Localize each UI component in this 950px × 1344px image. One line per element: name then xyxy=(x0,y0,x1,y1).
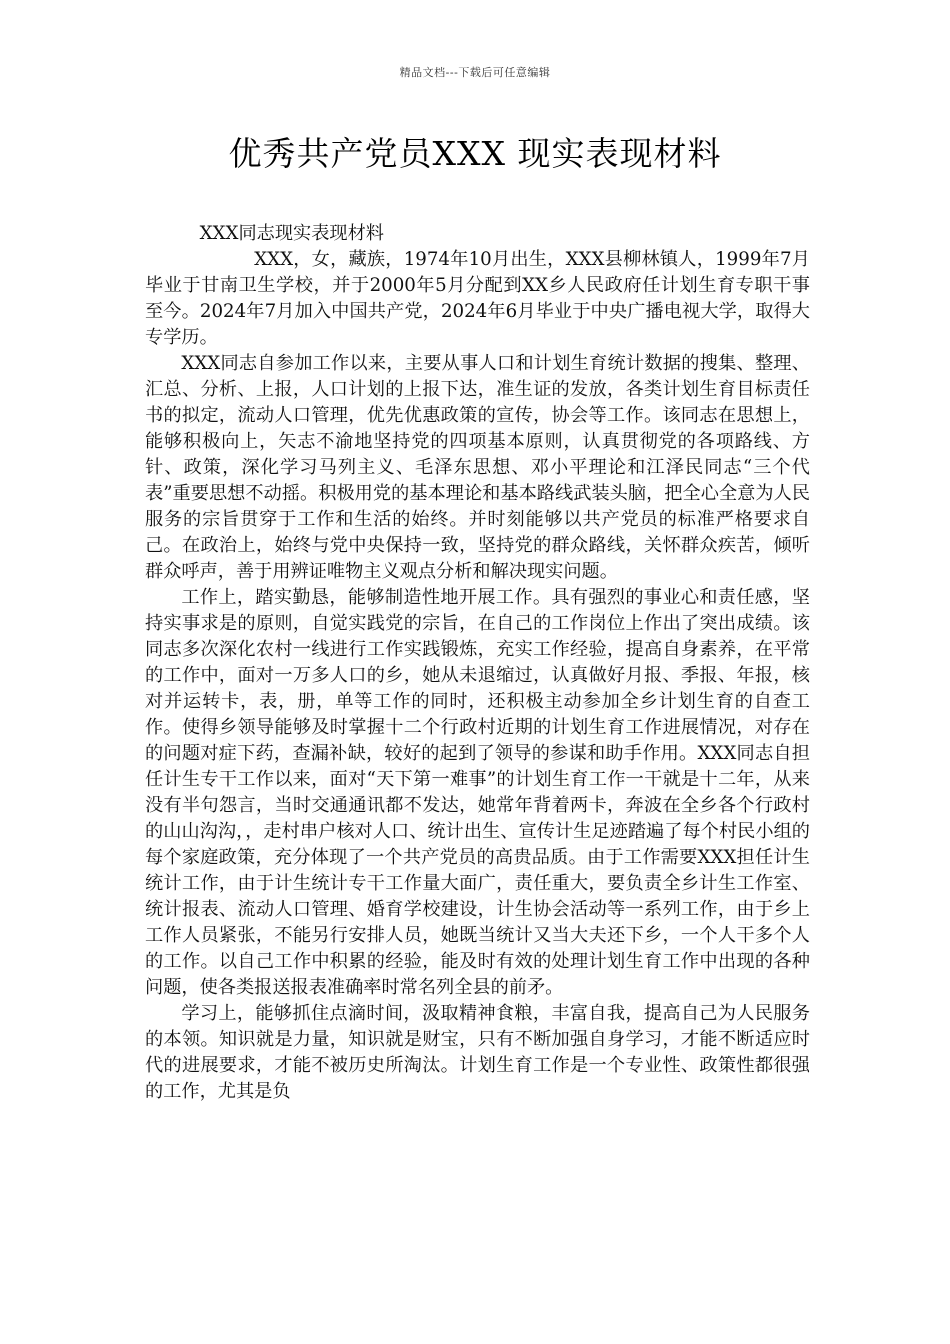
document-body xyxy=(145,221,810,1105)
document-title: 优秀共产党员XXX 现实表现材料 xyxy=(228,134,722,173)
paragraph-bio: XXX，女，藏族，1974年10月出生，XXX县柳林镇人，1999年7月毕业于甘南卫生学校，并于2000年5月分配到XX乡人民政府任计划生育专职干事至今。2024年7月加入中国共产党，2024年6月毕业于中央广播电视大学，取得大专学历。 xyxy=(145,249,810,348)
paragraph-study: 学习上，能够抓住点滴时间，汲取精神食粮，丰富自我，提高自己为人民服务的本领。知识就是力量，知识就是财宝，只有不断加强自身学习，才能不断适应时代的进展要求，才能不被历史所淘汰。计划生育工作是一个专业性、政策性都很强的工作，尤其是负 xyxy=(145,1003,810,1102)
header-note: 精品文档---下载后可任意编辑 xyxy=(399,66,551,79)
document-subtitle: XXX同志现实表现材料 xyxy=(199,223,384,244)
paragraph-ideology: XXX同志自参加工作以来，主要从事人口和计划生育统计数据的搜集、整理、汇总、分析、上报，人口计划的上报下达，准生证的发放，各类计划生育目标责任书的拟定，流动人口管理，优先优惠政策的宣传，协会等工作。该同志在思想上，能够积极向上，矢志不渝地坚持党的四项基本原则，认真贯彻党的各项路线、方针、政策，深化学习马列主义、毛泽东思想、邓小平理论和江泽民同志“三个代表”重要思想不动摇。积极用党的基本理论和基本路线武装头脑，把全心全意为人民服务的宗旨贯穿于工作和生活的始终。并时刻能够以共产党员的标准严格要求自己。在政治上，始终与党中央保持一致，坚持党的群众路线，关怀群众疾苦，倾听群众呼声，善于用辨证唯物主义观点分析和解决现实问题。 xyxy=(145,353,810,582)
paragraph-work: 工作上，踏实勤恳，能够制造性地开展工作。具有强烈的事业心和责任感，坚持实事求是的原则，自觉实践党的宗旨，在自己的工作岗位上作出了突出成绩。该同志多次深化农村一线进行工作实践锻炼，充实工作经验，提高自身素养，在平常的工作中，面对一万多人口的乡，她从未退缩过，认真做好月报、季报、年报，核对并运转卡，表，册，单等工作的同时，还积极主动参加全乡计划生育的自查工作。使得乡领导能够及时掌握十二个行政村近期的计划生育工作进展情况，对存在的问题对症下药，查漏补缺，较好的起到了领导的参谋和助手作用。XXX同志自担任计生专干工作以来，面对“天下第一难事”的计划生育工作一干就是十二年，从来没有半句怨言，当时交通通讯都不发达，她常年背着两卡，奔波在全乡各个行政村的山山沟沟，，走村串户核对人口、统计出生、宣传计生足迹踏遍了每个村民小组的每个家庭政策，充分体现了一个共产党员的高贵品质。由于工作需要XXX担任计生统计工作，由于计生统计专干工作量大面广，责任重大，要负责全乡计生工作室、统计报表、流动人口管理、婚育学校建设，计生协会活动等一系列工作，由于乡上工作人员紧张，不能另行安排人员，她既当统计又当大夫还下乡，一个人干多个人的工作。以自己工作中积累的经验，能及时有效的处理计划生育工作中出现的各种问题，使各类报送报表准确率时常名列全县的前矛。 xyxy=(145,587,810,998)
